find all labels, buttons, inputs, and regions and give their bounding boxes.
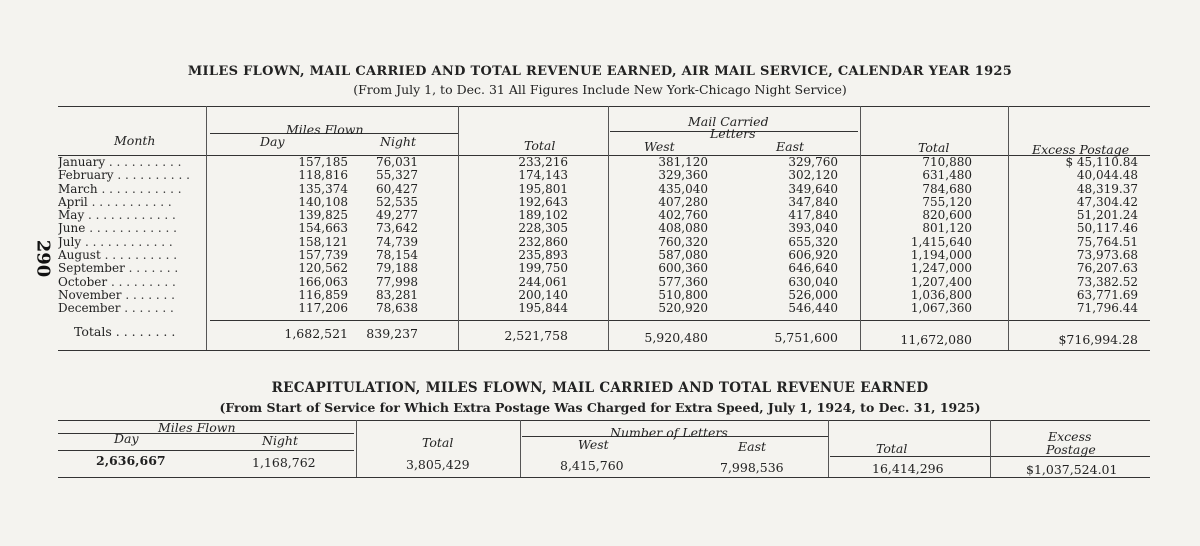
table-cell: 73,973.68 [1076, 248, 1138, 263]
table-cell: 349,640 [788, 181, 838, 196]
table-cell: 116,859 [298, 287, 348, 302]
list-item: July . . . . . . . . . . . . [58, 235, 173, 249]
night-column [338, 156, 418, 316]
day-column [238, 156, 348, 316]
totals-west: 5,920,480 [644, 330, 708, 345]
recap-header-day: Day [114, 431, 139, 446]
table-cell: 520,920 [658, 301, 708, 316]
table-cell: 50,117.46 [1076, 221, 1138, 236]
table-cell: 1,036,800 [910, 287, 972, 302]
table-cell: 139,825 [298, 208, 348, 223]
table-cell: 195,844 [518, 301, 568, 316]
table-cell: 189,102 [518, 208, 568, 223]
table-cell: 755,120 [922, 194, 972, 209]
table-cell: 233,216 [518, 155, 568, 169]
table-cell: 760,320 [658, 234, 708, 249]
table-cell: 228,305 [518, 221, 568, 236]
header-letters: Letters [710, 126, 756, 141]
table-cell: 606,920 [788, 248, 838, 263]
table-cell: 73,382.52 [1076, 274, 1138, 289]
table-cell: 73,642 [376, 221, 418, 236]
recap-header-east: East [738, 439, 767, 454]
table-cell: 329,360 [658, 168, 708, 183]
recap-header-excess: Excess [1048, 429, 1092, 444]
table-cell: 118,816 [298, 168, 348, 183]
table-cell: 200,140 [518, 287, 568, 302]
table-cell: 546,440 [788, 301, 838, 316]
totals-label: Totals [74, 324, 112, 339]
table-cell: 78,638 [376, 301, 418, 316]
table-cell: 402,760 [658, 208, 708, 223]
totals-letters: 11,672,080 [900, 332, 972, 347]
table-cell: 192,643 [518, 194, 568, 209]
table-cell: 393,040 [788, 221, 838, 236]
table-cell: 75,764.51 [1076, 234, 1138, 249]
table1-subtitle: (From July 1, to Dec. 31 All Figures Include New York-Chicago Night Service) [353, 82, 847, 97]
recap-header-letters-total: Total [876, 441, 908, 456]
header-month: Month [114, 133, 156, 148]
table-cell: 232,860 [518, 234, 568, 249]
table-cell: 157,185 [298, 155, 348, 169]
list-item: February . . . . . . . . . . [58, 169, 190, 183]
list-item: March . . . . . . . . . . . [58, 182, 182, 196]
table-cell: 166,063 [298, 274, 348, 289]
table-cell: 74,739 [376, 234, 418, 249]
table-cell: 408,080 [658, 221, 708, 236]
table-cell: 820,600 [922, 208, 972, 223]
table-cell: 63,771.69 [1076, 287, 1138, 302]
table-cell: 60,427 [376, 181, 418, 196]
header-east: East [776, 139, 805, 154]
table-cell: 1,067,360 [910, 301, 972, 316]
table-cell: 417,840 [788, 208, 838, 223]
header-day: Day [260, 134, 285, 149]
total-column [488, 156, 568, 316]
month-column [58, 156, 208, 316]
table-cell: 600,360 [658, 261, 708, 276]
recap-east: 7,998,536 [720, 460, 784, 475]
recapitulation-table [58, 420, 1150, 480]
excess-postage-column [1018, 156, 1138, 316]
header-night: Night [380, 134, 417, 149]
table1-title: MILES FLOWN, MAIL CARRIED AND TOTAL REVENUE EARNED, AIR MAIL SERVICE, CALENDAR YEAR 1925 [187, 64, 1013, 79]
recap-night: 1,168,762 [252, 455, 316, 470]
recap-header-night: Night [262, 433, 299, 448]
table-cell: 154,663 [298, 221, 348, 236]
table-cell: 347,840 [788, 194, 838, 209]
table-cell: 407,280 [658, 194, 708, 209]
table-cell: 435,040 [658, 181, 708, 196]
table-cell: 329,760 [788, 155, 838, 169]
table-cell: 78,154 [376, 248, 418, 263]
table-cell: 235,893 [518, 248, 568, 263]
table-cell: 1,415,640 [910, 234, 972, 249]
page-number: 290 [32, 239, 54, 278]
totals-row: Totals . . . . . . . . [74, 324, 176, 339]
table-cell: 158,121 [298, 234, 348, 249]
table-cell: 510,800 [658, 287, 708, 302]
recap-header-postage: Postage [1046, 442, 1096, 457]
table-cell: 655,320 [788, 234, 838, 249]
letters-total-column [878, 156, 972, 316]
list-item: December . . . . . . . [58, 302, 174, 316]
east-column [748, 156, 838, 316]
table-cell: 157,739 [298, 248, 348, 263]
table-cell: 195,801 [518, 181, 568, 196]
recap-header-west: West [578, 437, 609, 452]
table-cell: 135,374 [298, 181, 348, 196]
table-cell: 117,206 [298, 301, 348, 316]
table-cell: 76,031 [376, 155, 418, 169]
table-cell: 784,680 [922, 181, 972, 196]
table-cell: 577,360 [658, 274, 708, 289]
header-mail-carried: Mail Carried [688, 114, 769, 129]
table2-subtitle: (From Start of Service for Which Extra Postage Was Charged for Extra Speed, July 1, 1924, to Dec. 31, 1925) [219, 400, 981, 415]
table-cell: 40,044.48 [1076, 168, 1138, 183]
table-cell: 140,108 [298, 194, 348, 209]
recap-west: 8,415,760 [560, 458, 624, 473]
totals-night: 839,237 [366, 326, 418, 341]
table-cell: 79,188 [376, 261, 418, 276]
totals-day: 1,682,521 [284, 326, 348, 341]
table-cell: 55,327 [376, 168, 418, 183]
header-miles-flown: Miles Flown [286, 122, 364, 137]
table-cell: 71,796.44 [1076, 301, 1138, 316]
table-cell: 244,061 [518, 274, 568, 289]
table-cell: 646,640 [788, 261, 838, 276]
recap-header-number-of-letters: Number of Letters [610, 425, 728, 440]
table-cell: 1,194,000 [910, 248, 972, 263]
list-item: April . . . . . . . . . . . [58, 195, 172, 209]
table-cell: 710,880 [922, 155, 972, 169]
header-letters-total: Total [918, 140, 950, 155]
table-cell: 1,247,000 [910, 261, 972, 276]
recap-total: 3,805,429 [406, 457, 470, 472]
list-item: January . . . . . . . . . . [58, 156, 182, 169]
recap-header-miles-flown: Miles Flown [158, 420, 236, 435]
table-cell: 801,120 [922, 221, 972, 236]
table-cell: 76,207.63 [1076, 261, 1138, 276]
table2-title: RECAPITULATION, MILES FLOWN, MAIL CARRIED AND TOTAL REVENUE EARNED [271, 380, 929, 396]
recap-letters-total: 16,414,296 [872, 461, 944, 476]
list-item: August . . . . . . . . . . [58, 249, 178, 263]
recap-day: 2,636,667 [96, 453, 166, 468]
table-cell: 120,562 [298, 261, 348, 276]
header-west: West [644, 139, 675, 154]
table-cell: 587,080 [658, 248, 708, 263]
totals-excess: $716,994.28 [1058, 332, 1138, 347]
table-cell: 302,120 [788, 168, 838, 183]
table-cell: 47,304.42 [1076, 194, 1138, 209]
table-cell: 526,000 [788, 287, 838, 302]
totals-total: 2,521,758 [504, 328, 568, 343]
table-cell: 1,207,400 [910, 274, 972, 289]
table-cell: 381,120 [658, 155, 708, 169]
table-cell: 51,201.24 [1076, 208, 1138, 223]
list-item: May . . . . . . . . . . . . [58, 209, 176, 223]
list-item: October . . . . . . . . . [58, 275, 176, 289]
table-cell: 174,143 [518, 168, 568, 183]
list-item: June . . . . . . . . . . . . [58, 222, 177, 236]
list-item: September . . . . . . . [58, 262, 179, 276]
table-cell: 48,319.37 [1076, 181, 1138, 196]
monthly-table [58, 106, 1150, 352]
table-cell: 630,040 [788, 274, 838, 289]
table-cell: 52,535 [376, 194, 418, 209]
recap-header-total: Total [422, 435, 454, 450]
west-column [628, 156, 708, 316]
header-total: Total [524, 138, 556, 153]
table-cell: 631,480 [922, 168, 972, 183]
table-cell: 49,277 [376, 208, 418, 223]
table-cell: 83,281 [376, 287, 418, 302]
table-cell: $ 45,110.84 [1065, 155, 1138, 169]
table-cell: 199,750 [518, 261, 568, 276]
list-item: November . . . . . . . [58, 288, 175, 302]
totals-east: 5,751,600 [774, 330, 838, 345]
recap-excess: $1,037,524.01 [1026, 462, 1118, 477]
header-excess-postage: Excess Postage [1032, 142, 1130, 157]
table-cell: 77,998 [376, 274, 418, 289]
